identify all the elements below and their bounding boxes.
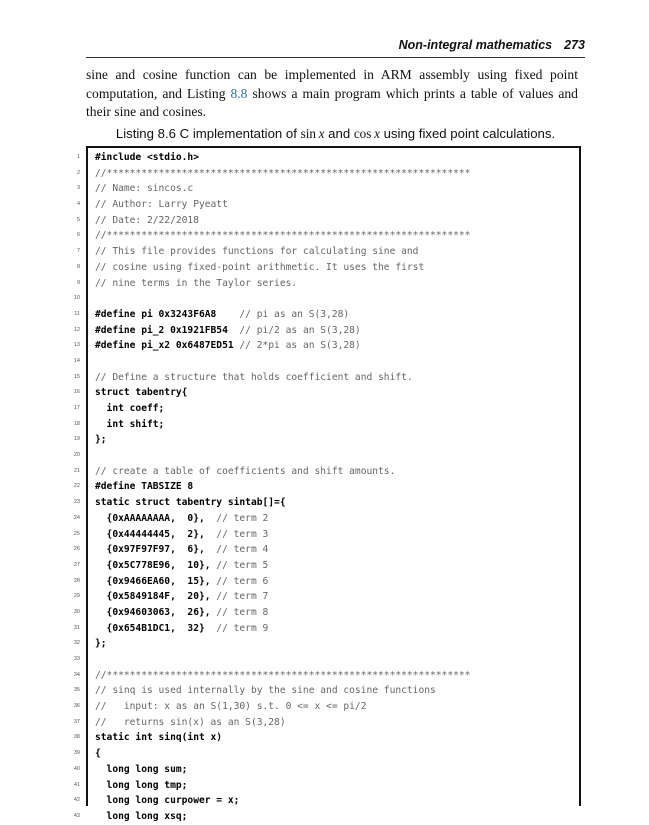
code-text: {0x44444445, 2},	[95, 528, 217, 540]
code-text: static int sinq(int x)	[95, 732, 223, 744]
code-text: {0x97F97F97, 6},	[95, 544, 217, 556]
line-number: 29	[73, 593, 80, 600]
line-number: 4	[76, 201, 80, 208]
code-comment: // input: x as an S(1,30) s.t. 0 <= x <= pi/2	[95, 701, 367, 713]
line-number: 21	[73, 467, 80, 474]
code-line	[95, 511, 579, 527]
code-text: int shift;	[95, 418, 165, 430]
line-number: 18	[73, 420, 80, 427]
code-line	[95, 574, 579, 590]
code-text: };	[95, 638, 107, 650]
code-text: #define pi 0x3243F6A8	[95, 308, 240, 320]
code-comment: // pi as an S(3,28)	[239, 308, 350, 320]
line-number: 27	[73, 561, 80, 568]
line-number: 31	[73, 624, 80, 631]
line-number: 10	[73, 295, 80, 302]
line-number: 20	[73, 452, 80, 459]
code-line	[95, 652, 579, 668]
code-text: {0x5849184F, 20},	[95, 591, 217, 603]
code-comment: //***************************************************************	[95, 669, 471, 681]
line-number: 36	[73, 703, 80, 710]
line-number: 33	[73, 656, 80, 662]
line-number: 43	[73, 812, 80, 819]
line-number: 25	[73, 530, 80, 537]
caption-var-x: x	[374, 126, 380, 141]
code-text: {	[95, 748, 101, 760]
code-line	[95, 166, 579, 182]
code-line	[95, 307, 579, 323]
code-line	[95, 197, 579, 213]
code-comment: // 2*pi as an S(3,28)	[239, 340, 361, 352]
line-number: 2	[76, 169, 80, 176]
code-comment: // Name: sincos.c	[95, 183, 194, 195]
paragraph-text-continued: shows a main program which prints a table of values and their sine and cosines.	[86, 85, 578, 119]
running-head	[86, 38, 585, 52]
line-number: 11	[74, 310, 80, 317]
line-number: 14	[73, 357, 80, 364]
code-comment: // sinq is used internally by the sine and cosine functions	[95, 685, 436, 697]
line-number: 26	[73, 546, 80, 553]
line-number: 39	[73, 750, 80, 757]
header-rule	[86, 57, 585, 58]
code-comment: // Date: 2/22/2018	[95, 214, 199, 226]
line-number: 12	[73, 326, 80, 333]
code-line	[95, 636, 579, 652]
caption-sin: sin	[300, 126, 316, 141]
code-comment: // term 4	[216, 544, 269, 556]
code-line	[95, 683, 579, 699]
line-number: 16	[73, 389, 80, 396]
code-line	[95, 417, 579, 433]
code-line	[95, 479, 579, 495]
code-line	[95, 495, 579, 511]
code-comment: // term 5	[216, 559, 269, 571]
code-line	[95, 746, 579, 762]
line-number: 35	[73, 687, 80, 694]
code-line	[95, 213, 579, 229]
code-line	[95, 244, 579, 260]
code-line	[95, 542, 579, 558]
code-comment: // term 2	[216, 512, 269, 524]
line-number: 17	[73, 405, 80, 411]
line-number: 30	[73, 608, 80, 615]
listing-reference-link[interactable]: 8.8	[230, 85, 248, 101]
code-text: {0x94603063, 26},	[95, 606, 217, 618]
line-number: 42	[73, 797, 80, 804]
line-number: 38	[73, 734, 80, 741]
code-line	[95, 228, 579, 244]
caption-var-x: x	[318, 126, 325, 141]
code-text: #define TABSIZE 8	[95, 481, 194, 493]
code-text: #define pi_x2 0x6487ED51	[95, 340, 240, 352]
code-text: {0x5C778E96, 10},	[95, 559, 217, 571]
code-text: {0x654B1DC1, 32}	[95, 622, 217, 634]
code-line	[95, 260, 579, 276]
code-text: int coeff;	[95, 403, 165, 414]
code-line	[95, 276, 579, 292]
code-comment: // term 7	[216, 591, 269, 603]
line-number: 9	[76, 279, 80, 286]
code-text: long long tmp;	[95, 779, 188, 791]
line-number: 8	[76, 263, 80, 270]
code-text: {0xAAAAAAAA, 0},	[95, 512, 217, 524]
code-line	[95, 370, 579, 386]
code-text: #include <stdio.h>	[95, 152, 199, 163]
code-comment: // nine terms in the Taylor series.	[95, 277, 298, 289]
code-line	[95, 323, 579, 339]
code-line	[95, 150, 579, 166]
code-comment: //***************************************************************	[95, 230, 471, 242]
page-number: 273	[564, 38, 585, 52]
line-number: 3	[76, 185, 80, 192]
line-number: 34	[73, 671, 80, 678]
code-line	[95, 181, 579, 197]
line-number: 19	[73, 436, 80, 443]
code-line	[95, 699, 579, 715]
code-line	[95, 448, 579, 464]
code-comment: //***************************************************************	[95, 167, 471, 179]
code-text: struct tabentry{	[95, 387, 188, 399]
code-line	[95, 401, 579, 417]
code-text: long long curpower = x;	[95, 795, 240, 807]
code-line	[95, 762, 579, 778]
code-text: long long sum;	[95, 763, 188, 775]
code-text: #define pi_2 0x1921FB54	[95, 324, 240, 336]
line-number: 22	[73, 483, 80, 490]
code-line	[95, 354, 579, 370]
caption-rest: using fixed point calculations.	[379, 126, 556, 141]
code-line	[95, 730, 579, 746]
code-line	[95, 715, 579, 731]
code-comment: // pi/2 as an S(3,28)	[239, 324, 361, 336]
line-number: 28	[73, 577, 80, 584]
code-comment: // term 8	[216, 606, 269, 618]
code-line	[95, 793, 579, 809]
line-number: 37	[73, 718, 80, 725]
code-line	[95, 668, 579, 684]
code-line	[95, 558, 579, 574]
code-line	[95, 432, 579, 448]
code-comment: // This file provides functions for calculating sine and	[95, 246, 419, 258]
code-line	[95, 385, 579, 401]
code-text: {0x9466EA60, 15},	[95, 575, 217, 587]
code-comment: // Author: Larry Pyeatt	[95, 199, 228, 211]
section-title: Non-integral mathematics	[398, 38, 553, 52]
code-text: long long xsq;	[95, 810, 188, 822]
line-number: 7	[76, 248, 80, 255]
caption-cos: cos	[353, 126, 372, 141]
line-number: 1	[76, 154, 80, 160]
line-number: 32	[73, 640, 80, 647]
line-number: 23	[73, 499, 80, 506]
code-line	[95, 291, 579, 307]
code-comment: // create a table of coefficients and shift amounts.	[95, 465, 396, 477]
line-number: 15	[73, 373, 80, 380]
code-comment: // term 6	[216, 575, 269, 587]
code-line	[95, 338, 579, 354]
code-comment: // returns sin(x) as an S(3,28)	[95, 716, 286, 728]
code-comment: // cosine using fixed-point arithmetic. It uses the first	[95, 261, 425, 273]
code-line	[95, 605, 579, 621]
caption-label: Listing 8.6 C implementation of	[115, 126, 301, 141]
paragraph-text: sine and cosine function can be implemented in ARM assembly using fixed point computation, and Listing	[86, 67, 578, 101]
code-line	[95, 527, 579, 543]
code-comment: // term 3	[216, 528, 269, 540]
body-paragraph	[86, 66, 578, 122]
listing-caption	[86, 126, 585, 142]
code-line	[95, 464, 579, 480]
code-comment: // term 9	[216, 622, 269, 634]
caption-and: and	[324, 126, 354, 141]
line-number: 6	[76, 232, 80, 239]
line-number: 5	[76, 216, 80, 223]
line-number: 41	[73, 781, 80, 788]
code-line	[95, 809, 579, 825]
code-listing	[95, 150, 579, 825]
code-text: static struct tabentry sintab[]={	[95, 497, 286, 509]
line-number: 13	[73, 342, 80, 349]
code-line	[95, 778, 579, 794]
code-line	[95, 621, 579, 637]
line-number: 40	[73, 765, 80, 772]
code-comment: // Define a structure that holds coefficient and shift.	[95, 371, 413, 383]
line-number: 24	[73, 514, 80, 521]
code-line	[95, 589, 579, 605]
code-text: };	[95, 434, 107, 446]
line-numbers	[60, 150, 80, 825]
